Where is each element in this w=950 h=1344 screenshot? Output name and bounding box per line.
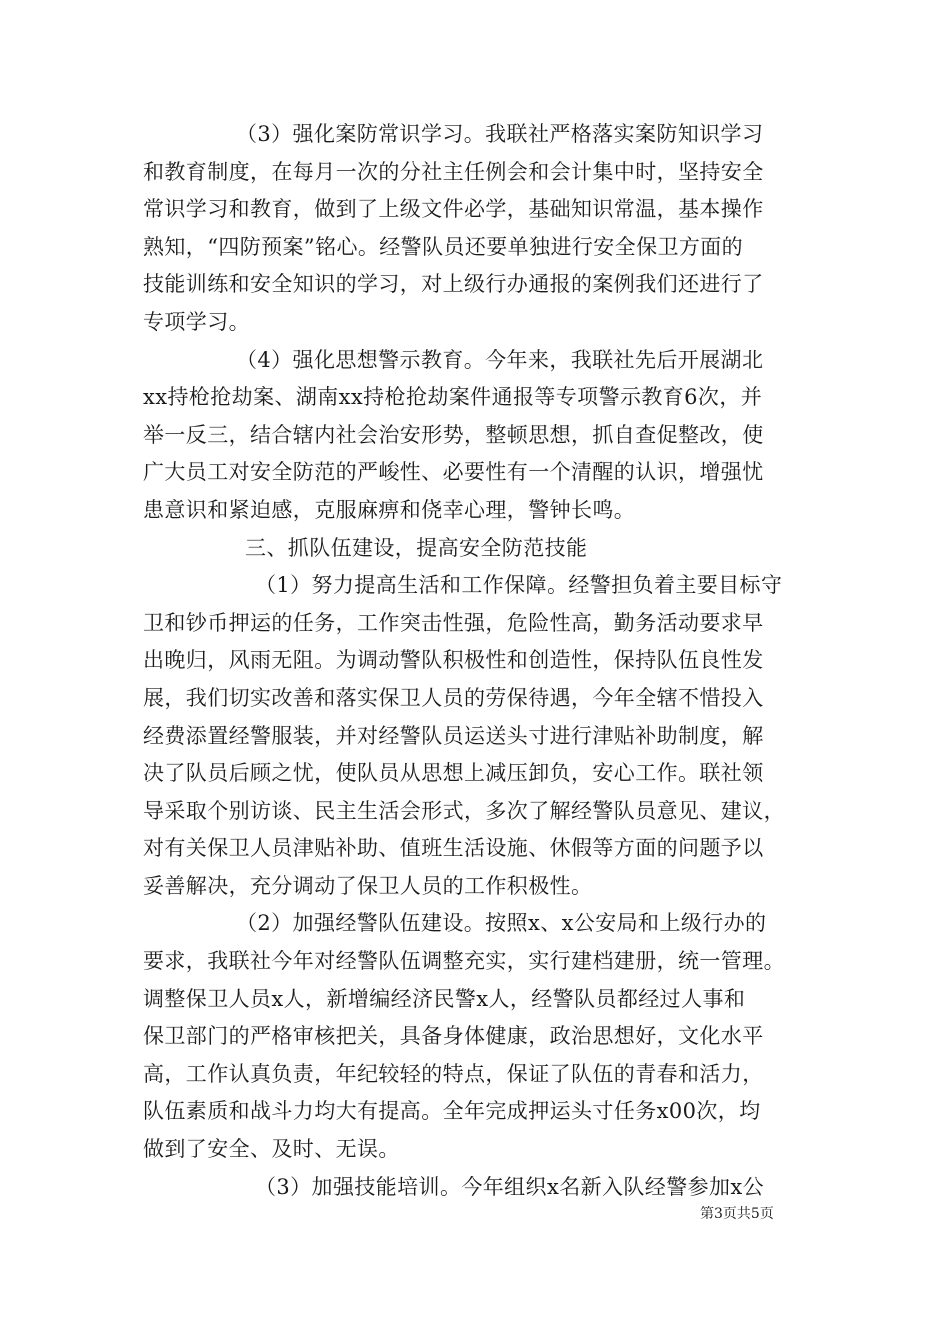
text-line: 保卫部门的严格审核把关，具备身体健康，政治思想好，文化水平 xyxy=(143,1024,764,1049)
text-line: 出晚归，风雨无阻。为调动警队积极性和创造性，保持队伍良性发 xyxy=(143,648,764,673)
text-line: 卫和钞币押运的任务，工作突击性强，危险性高，勤务活动要求早 xyxy=(143,610,764,635)
text-line: 做到了安全、及时、无误。 xyxy=(143,1137,400,1162)
text-line: 患意识和紧迫感，克服麻痹和侥幸心理，警钟长鸣。 xyxy=(143,497,636,522)
text-line: 经费添置经警服装，并对经警队员运送头寸进行津贴补助制度，解 xyxy=(143,723,764,748)
text-line: 和教育制度，在每月一次的分社主任例会和会计集中时，坚持安全 xyxy=(143,159,764,184)
text-line: 妥善解决，充分调动了保卫人员的工作积极性。 xyxy=(143,873,593,898)
text-line: 导采取个别访谈、民主生活会形式，多次了解经警队员意见、建议， xyxy=(143,798,785,823)
text-line: 要求，我联社今年对经警队伍调整充实，实行建档建册，统一管理。 xyxy=(143,949,785,974)
text-line: （2）加强经警队伍建设。按照x、x公安局和上级行办的 xyxy=(236,911,767,936)
text-line: （1）努力提高生活和工作保障。经警担负着主要目标守 xyxy=(255,573,783,598)
text-line: 技能训练和安全知识的学习，对上级行办通报的案例我们还进行了 xyxy=(143,272,764,297)
text-line: 常识学习和教育，做到了上级文件必学，基础知识常温，基本操作 xyxy=(143,197,764,222)
text-line: （4）强化思想警示教育。今年来，我联社先后开展湖北 xyxy=(236,347,764,372)
text-line: （3）强化案防常识学习。我联社严格落实案防知识学习 xyxy=(236,122,764,146)
text-line: 举一反三，结合辖内社会治安形势，整顿思想，抓自查促整改，使 xyxy=(143,422,764,447)
page-number-footer: 第3页共5页 xyxy=(700,1206,774,1222)
text-line: 队伍素质和战斗力均大有提高。全年完成押运头寸任务x00次，均 xyxy=(143,1099,761,1124)
text-line: （3）加强技能培训。今年组织x名新入队经警参加x公 xyxy=(255,1174,765,1199)
text-line: xx持枪抢劫案、湖南xx持枪抢劫案件通报等专项警示教育6次，并 xyxy=(143,385,763,410)
document-body xyxy=(143,116,819,1206)
text-line: 三、抓队伍建设，提高安全防范技能 xyxy=(245,535,588,560)
text-line: 熟知，“四防预案”铭心。经警队员还要单独进行安全保卫方面的 xyxy=(143,234,744,259)
text-line: 调整保卫人员x人，新增编经济民警x人，经警队员都经过人事和 xyxy=(143,986,746,1011)
text-line: 高，工作认真负责，年纪较轻的特点，保证了队伍的青春和活力， xyxy=(143,1061,764,1086)
text-line: 专项学习。 xyxy=(143,309,250,334)
text-line: 对有关保卫人员津贴补助、值班生活设施、休假等方面的问题予以 xyxy=(143,836,764,861)
text-line: 展，我们切实改善和落实保卫人员的劳保待遇，今年全辖不惜投入 xyxy=(143,685,764,710)
text-line: 决了队员后顾之忧，使队员从思想上减压卸负，安心工作。联社领 xyxy=(143,761,764,786)
text-line: 广大员工对安全防范的严峻性、必要性有一个清醒的认识，增强忧 xyxy=(143,460,764,485)
